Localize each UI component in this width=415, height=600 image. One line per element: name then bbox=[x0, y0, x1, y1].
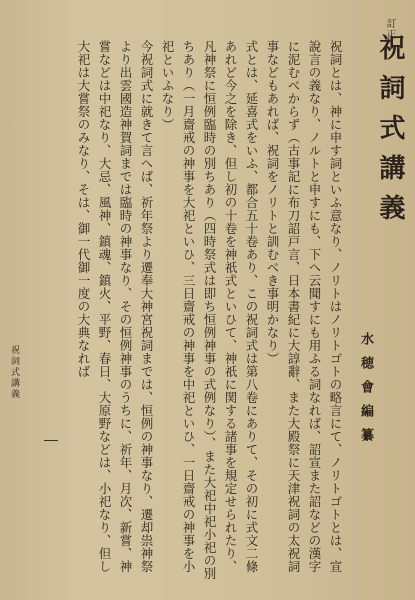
paragraph-3: 今祝詞式に就きて言へば、祈年祭より遷奉大神宮祝詞までは、恒例の神事なり、遷却祟神祭より出雲國造神賀詞までは臨時の神事なり、その恒例神事のうちに、祈年、月次、新嘗、神嘗などは中祀なり、大忌、風神、鎮魂、鎮火、平野、春日、大原野などは、小祀なり、但し大祀は大嘗祭のみなり、そは、御一代御一度の大典なれば bbox=[76, 40, 154, 573]
margin-rule bbox=[44, 440, 58, 441]
paragraph-1: 祝詞とは、神に申す詞といふ意なり、ノリトはノリトゴトの略言にて、ノリトゴトとは、宣說言の義なり、ノルトと申すにも、下へ云聞すにも用ふる詞なれば、詔宣また詔などの漢字に泥むべからず（古事記に布刀詔戸言、日本書紀に大諄辭、また大殿祭に天津祝詞の太祝詞事などもあれば、祝詞をノリトと訓むべき事明かなり） bbox=[265, 40, 343, 573]
paragraph-2: 式とは、延喜式をいふ、都合五十卷あり、この祝詞式は第八卷にありて、その初に式文二條あれど今之を除き、但し初の十卷を神祇式といひて、神祇に関する諸事を規定せられたり、凡神祭に恒例臨時の別ちあり（四時祭式は即ち恒例神事の式例なり）、また大祀中祀小祀の別ちあり（一月齋戒の神事を大祀といひ、三日齋戒の神事を中祀といひ、一日齋戒の神事を小祀といふなり） bbox=[160, 40, 259, 580]
main-text bbox=[66, 40, 346, 580]
title-prefix: 訂正 bbox=[384, 18, 395, 40]
author-credit: 水穂會編纂 bbox=[358, 332, 373, 452]
running-head: 祝詞式講義 bbox=[9, 345, 19, 400]
page-title: 祝詞式講義 bbox=[375, 34, 405, 234]
